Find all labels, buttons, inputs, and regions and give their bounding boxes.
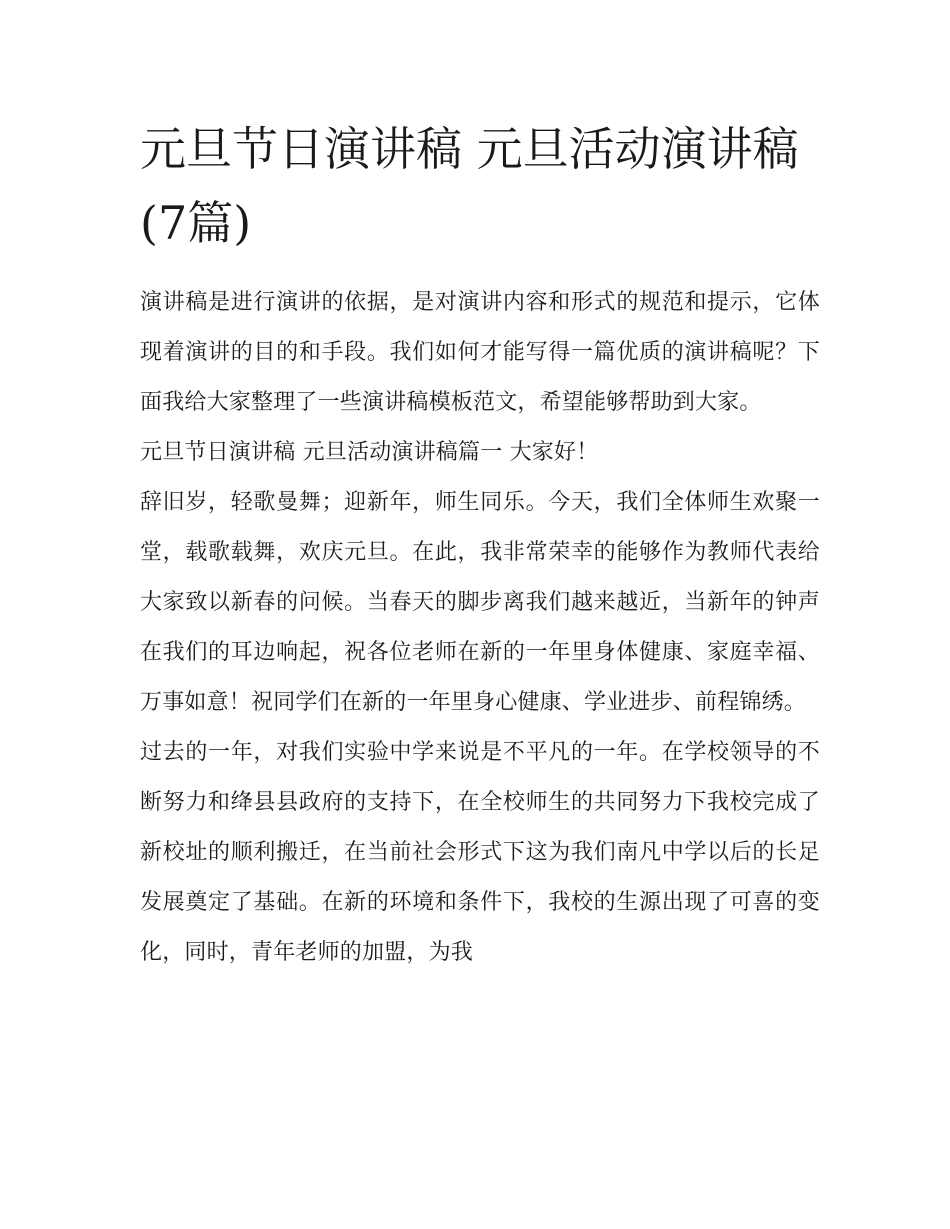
document-title: 元旦节日演讲稿 元旦活动演讲稿(7篇) (140, 122, 799, 250)
document-body (140, 278, 820, 978)
paragraph-past-year: 过去的一年，对我们实验中学来说是不平凡的一年。在学校领导的不断努力和绛县县政府的支持下，在全校师生的共同努力下我校完成了新校址的顺利搬迁，在当前社会形式下这为我们南凡中学以后的长足发展奠定了基础。在新的环境和条件下，我校的生源出现了可喜的变化，同时，青年老师的加盟，为我 (140, 740, 820, 965)
paragraph-section-heading: 元旦节日演讲稿 元旦活动演讲稿篇一 大家好！ (140, 440, 599, 465)
paragraph-greeting: 辞旧岁，轻歌曼舞；迎新年，师生同乐。今天，我们全体师生欢聚一堂，载歌载舞，欢庆元旦。在此，我非常荣幸的能够作为教师代表给大家致以新春的问候。当春天的脚步离我们越来越近，当新年的钟声在我们的耳边响起，祝各位老师在新的一年里身体健康、家庭幸福、万事如意！祝同学们在新的一年里身心健康、学业进步、前程锦绣。 (140, 490, 820, 715)
paragraph-intro: 演讲稿是进行演讲的依据，是对演讲内容和形式的规范和提示，它体现着演讲的目的和手段。我们如何才能写得一篇优质的演讲稿呢？下面我给大家整理了一些演讲稿模板范文，希望能够帮助到大家。 (140, 290, 820, 415)
